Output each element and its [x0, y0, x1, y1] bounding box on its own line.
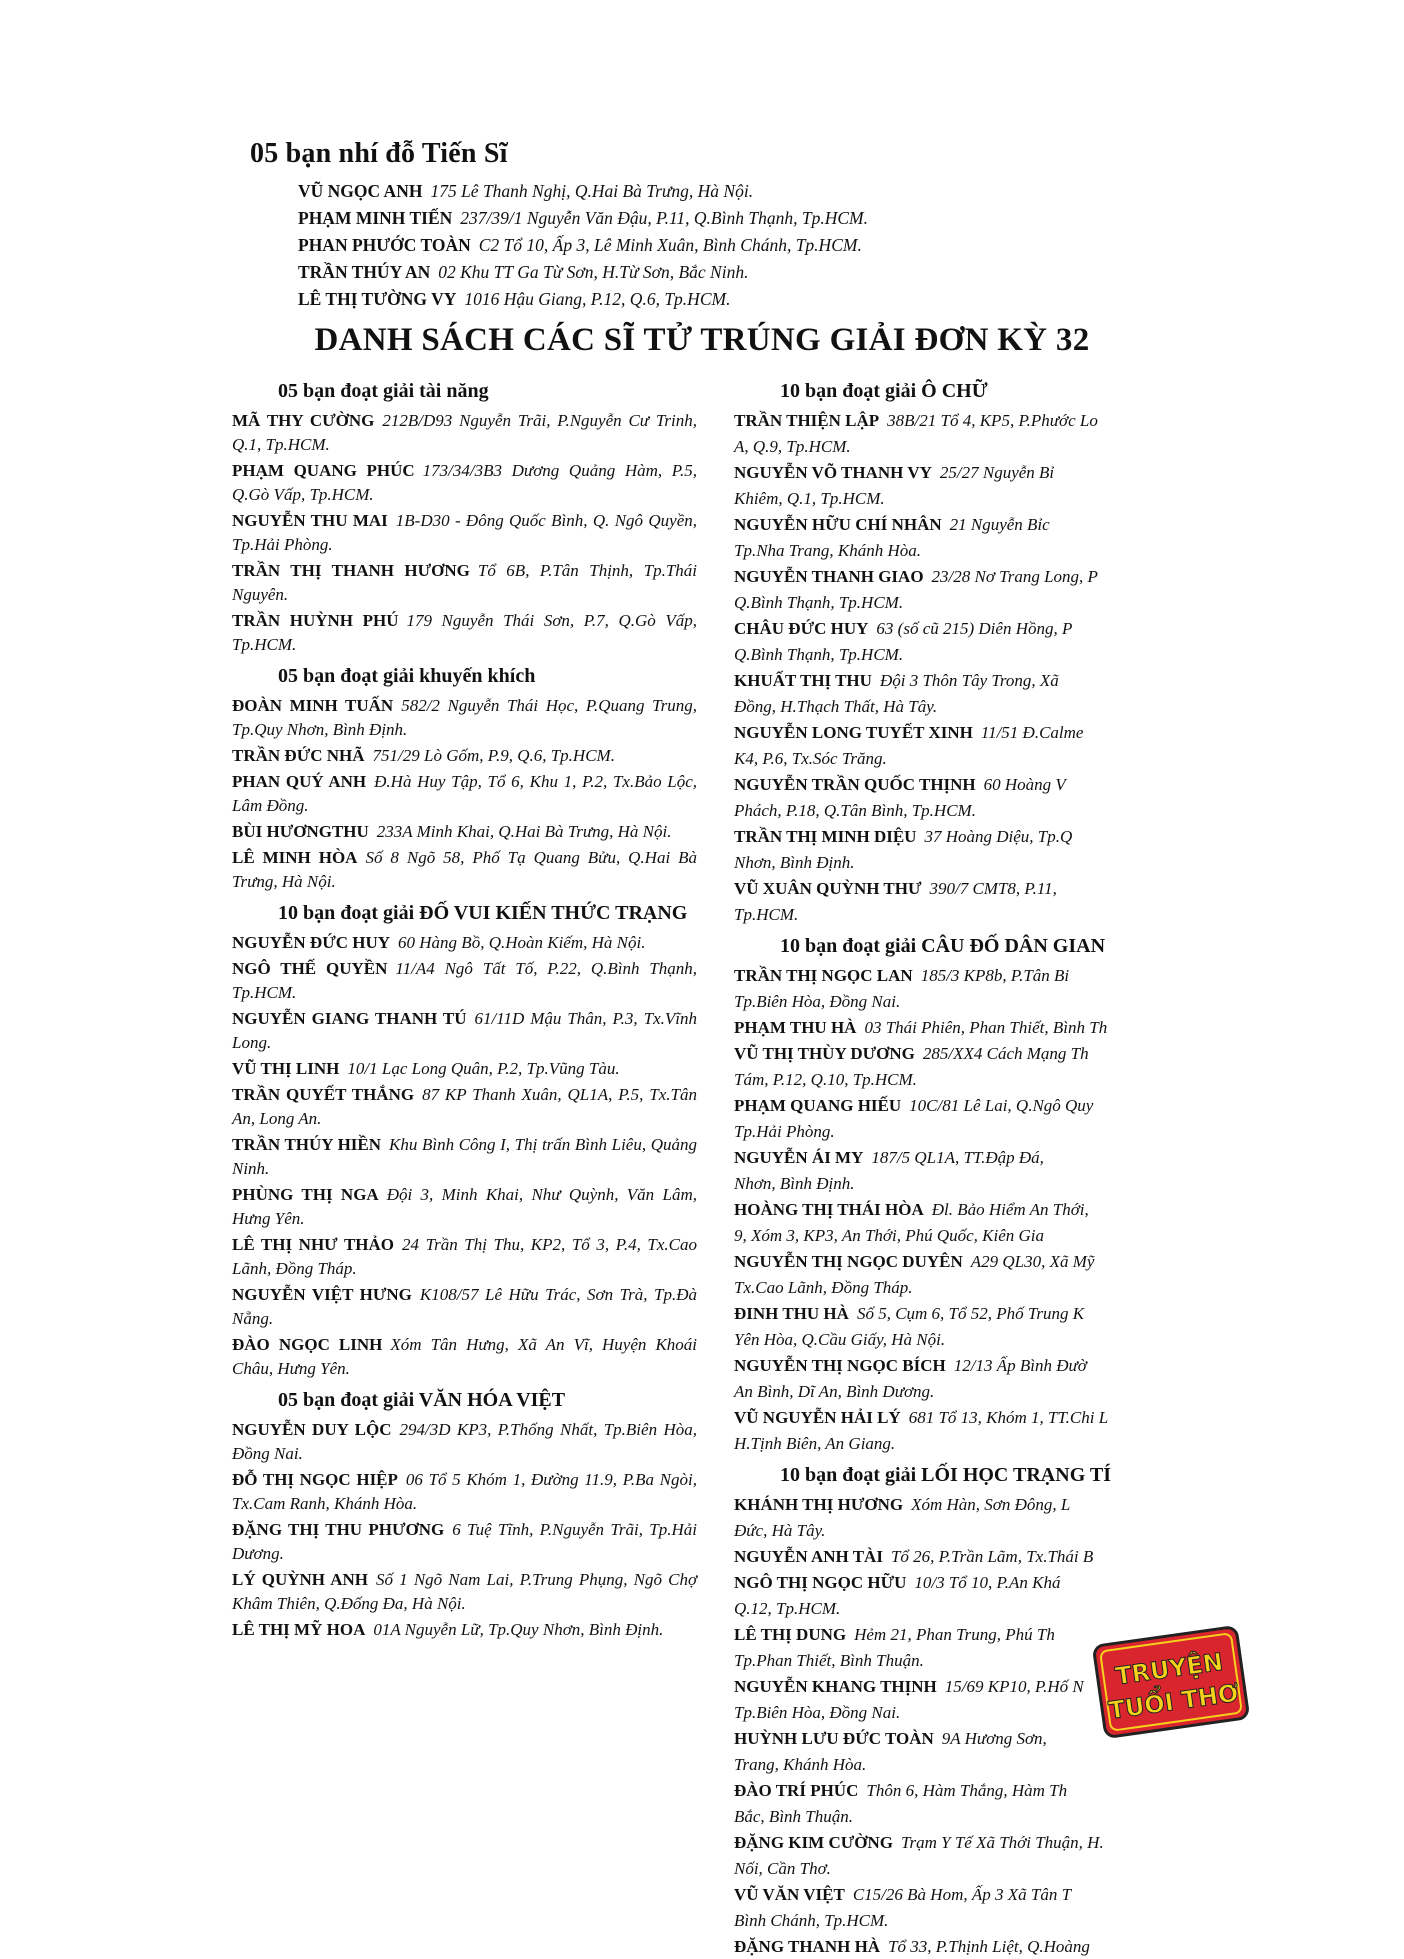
winner-address: 61/11D Mậu Thân, P.3, Tx.Vĩnh Long.: [232, 1009, 697, 1052]
winner-entry: [232, 1007, 697, 1055]
winner-name: TRẦN ĐỨC NHÃ: [232, 746, 365, 765]
winner-address: C15/26 Bà Hom, Ấp 3 Xã Tân T: [852, 1885, 1072, 1904]
winner-name: PHẠM QUANG HIẾU: [734, 1096, 902, 1115]
winner-entry: [232, 609, 697, 657]
winner-entry: [734, 1380, 1166, 1404]
winner-name: VŨ VĂN VIỆT: [734, 1885, 845, 1904]
winner-name: VŨ THỊ THÙY DƯƠNG: [734, 1044, 915, 1063]
prize-group: [232, 665, 697, 894]
winner-address: 01A Nguyễn Lữ, Tp.Quy Nhơn, Bình Định.: [373, 1620, 664, 1639]
winner-name: TRẦN THỊ THANH HƯƠNG: [232, 561, 470, 580]
winner-list: [232, 1418, 697, 1642]
winner-entry: [734, 1545, 1166, 1569]
winner-entry: [734, 1094, 1166, 1118]
winner-list: [734, 964, 1166, 1456]
winner-entry: [232, 459, 697, 507]
winner-entry: [232, 694, 697, 742]
winner-address: Trang, Khánh Hòa.: [734, 1755, 867, 1774]
winner-entry: [734, 643, 1166, 667]
winner-name: NGUYỄN LONG TUYẾT XINH: [734, 723, 973, 742]
winner-name: PHAN QUÝ ANH: [232, 772, 367, 791]
winner-entry: [232, 846, 697, 894]
winner-entry: [734, 799, 1166, 823]
winner-address: Tp.Biên Hòa, Đồng Nai.: [734, 992, 901, 1011]
doctor-winners-section: [250, 138, 1100, 313]
left-column: [232, 380, 697, 1710]
winner-address: Tp.Phan Thiết, Bình Thuận.: [734, 1651, 924, 1670]
winner-entry: [734, 1224, 1166, 1248]
winner-name: VŨ NGUYỄN HẢI LÝ: [734, 1408, 901, 1427]
winner-entry: [232, 744, 697, 768]
winner-address: An Bình, Dĩ An, Bình Dương.: [734, 1382, 935, 1401]
winner-name: NGÔ THẾ QUYỀN: [232, 959, 388, 978]
winner-address: H.Tịnh Biên, An Giang.: [734, 1434, 896, 1453]
winner-address: Tám, P.12, Q.10, Tp.HCM.: [734, 1070, 917, 1089]
winner-entry: [232, 931, 697, 955]
winner-name: TRẦN HUỲNH PHÚ: [232, 611, 399, 630]
winner-address: 285/XX4 Cách Mạng Th: [922, 1044, 1089, 1063]
winner-address: Trạm Y Tế Xã Thới Thuận, H.: [900, 1833, 1104, 1852]
winner-entry: [298, 232, 1100, 259]
winner-address: Nhơn, Bình Định.: [734, 853, 855, 872]
winner-address: 212B/D93 Nguyễn Trãi, P.Nguyễn Cư Trinh, Q.1, Tp.HCM.: [232, 411, 697, 454]
winner-name: HUỲNH LƯU ĐỨC TOÀN: [734, 1729, 934, 1748]
winner-list: [232, 409, 697, 657]
winner-address: 15/69 KP10, P.Hố N: [944, 1677, 1084, 1696]
winner-entry: [734, 1805, 1166, 1829]
winner-name: PHÙNG THỊ NGA: [232, 1185, 379, 1204]
winner-entry: [734, 1016, 1166, 1040]
winner-address: 03 Thái Phiên, Phan Thiết, Bình Th: [864, 1018, 1108, 1037]
winner-name: TRẦN THỊ MINH DIỆU: [734, 827, 917, 846]
winner-name: TRẦN QUYẾT THẮNG: [232, 1085, 415, 1104]
prize-group-heading: 10 bạn đoạt giải LỐI HỌC TRẠNG TÍ: [780, 1464, 1112, 1486]
winner-address: 60 Hàng Bồ, Q.Hoàn Kiếm, Hà Nội.: [398, 933, 646, 952]
winner-entry: [734, 1250, 1166, 1274]
winner-address: Đội 3, Minh Khai, Như Quỳnh, Văn Lâm, Hưng Yên.: [232, 1185, 697, 1228]
winner-entry: [734, 1302, 1166, 1326]
winner-address: K4, P.6, Tx.Sóc Trăng.: [734, 749, 887, 768]
winner-name: BÙI HƯƠNGTHU: [232, 822, 369, 841]
winner-entry: [734, 964, 1166, 988]
winner-address: 06 Tổ 5 Khóm 1, Đường 11.9, P.Ba Ngòi, Tx.Cam Ranh, Khánh Hòa.: [232, 1470, 697, 1513]
winner-entry: [734, 617, 1166, 641]
prize-group-heading: 05 bạn đoạt giải VĂN HÓA VIỆT: [278, 1389, 566, 1411]
winner-name: KHUẤT THỊ THU: [734, 671, 872, 690]
winner-entry: [734, 539, 1166, 563]
winner-entry: [734, 747, 1166, 771]
prize-group-heading: 05 bạn đoạt giải khuyến khích: [278, 665, 536, 687]
right-column: [734, 380, 1166, 1956]
winner-name: NGUYỄN VIỆT HƯNG: [232, 1285, 412, 1304]
winner-address: Khiêm, Q.1, Tp.HCM.: [734, 489, 885, 508]
winner-name: NGUYỄN ANH TÀI: [734, 1547, 883, 1566]
winner-entry: [232, 1468, 697, 1516]
winner-name: MÃ THY CƯỜNG: [232, 411, 375, 430]
winner-address: 1016 Hậu Giang, P.12, Q.6, Tp.HCM.: [464, 289, 731, 309]
winner-address: Khu Bình Công I, Thị trấn Bình Liêu, Quảng Ninh.: [232, 1135, 697, 1178]
winner-name: VŨ XUÂN QUỲNH THƯ: [734, 879, 922, 898]
winner-address: 185/3 KP8b, P.Tân Bi: [920, 966, 1070, 985]
winner-name: ĐOÀN MINH TUẤN: [232, 696, 394, 715]
winner-address: 63 (số cũ 215) Diên Hồng, P: [876, 619, 1073, 638]
winner-name: NGUYỄN THU MAI: [232, 511, 388, 530]
winner-entry: [232, 1057, 697, 1081]
winner-address: Yên Hòa, Q.Cầu Giấy, Hà Nội.: [734, 1330, 946, 1349]
winner-address: Số 5, Cụm 6, Tổ 52, Phố Trung K: [856, 1304, 1085, 1323]
winner-entry: [734, 851, 1166, 875]
winner-address: Xóm Tân Hưng, Xã An Vĩ, Huyện Khoái Châu, Hưng Yên.: [232, 1335, 697, 1378]
winner-address: Nối, Cần Thơ.: [734, 1859, 831, 1878]
winner-entry: [734, 1172, 1166, 1196]
winner-name: CHÂU ĐỨC HUY: [734, 619, 869, 638]
winner-address: Hẻm 21, Phan Trung, Phú Th: [854, 1625, 1055, 1644]
winner-name: TRẦN THÚY HIỀN: [232, 1135, 382, 1154]
winner-name: ĐINH THU HÀ: [734, 1304, 849, 1323]
winner-entry: [734, 1831, 1166, 1855]
winner-name: ĐÀO TRÍ PHÚC: [734, 1781, 859, 1800]
winner-name: TRẦN THIỆN LẬP: [734, 411, 880, 430]
winner-entry: [734, 1406, 1166, 1430]
winner-address: Phách, P.18, Q.Tân Bình, Tp.HCM.: [734, 801, 976, 820]
doctor-winners-list: [298, 178, 1100, 313]
winner-entry: [734, 1146, 1166, 1170]
winner-entry: [232, 1518, 697, 1566]
winner-entry: [734, 1909, 1166, 1933]
winner-name: ĐẶNG THỊ THU PHƯƠNG: [232, 1520, 445, 1539]
winner-entry: [232, 957, 697, 1005]
winner-entry: [734, 721, 1166, 745]
winner-name: NGUYỄN ÁI MY: [734, 1148, 864, 1167]
winner-address: 60 Hoàng V: [983, 775, 1066, 794]
winner-entry: [734, 1935, 1166, 1959]
prize-group: [232, 902, 697, 1381]
winner-entry: [734, 1432, 1166, 1456]
winner-name: TRẦN THỊ NGỌC LAN: [734, 966, 913, 985]
winner-entry: [734, 695, 1166, 719]
winner-entry: [734, 409, 1166, 433]
winner-entry: [232, 1083, 697, 1131]
winner-address: Bình Chánh, Tp.HCM.: [734, 1911, 889, 1930]
winner-name: NGUYỄN KHANG THỊNH: [734, 1677, 937, 1696]
winner-entry: [734, 1120, 1166, 1144]
winner-address: 179 Nguyễn Thái Sơn, P.7, Q.Gò Vấp, Tp.HCM.: [232, 611, 697, 654]
winner-list: [734, 409, 1166, 927]
winner-address: 38B/21 Tổ 4, KP5, P.Phước Lo: [887, 411, 1098, 430]
winner-entry: [232, 1283, 697, 1331]
winner-name: NGÔ THỊ NGỌC HỮU: [734, 1573, 907, 1592]
winner-address: Đl. Bảo Hiểm An Thới,: [931, 1200, 1089, 1219]
truyen-tuoi-tho-logo: [1089, 1622, 1253, 1742]
winner-entry: [734, 773, 1166, 797]
winner-name: VŨ NGỌC ANH: [298, 181, 423, 201]
winner-name: PHẠM MINH TIẾN: [298, 208, 453, 228]
winner-name: TRẦN THÚY AN: [298, 262, 431, 282]
winner-entry: [232, 1133, 697, 1181]
winner-address: Q.12, Tp.HCM.: [734, 1599, 841, 1618]
winner-address: 10/1 Lạc Long Quân, P.2, Tp.Vũng Tàu.: [347, 1059, 620, 1078]
winner-entry: [734, 1042, 1166, 1066]
winner-address: 187/5 QL1A, TT.Đập Đá,: [871, 1148, 1044, 1167]
winner-address: Tp.Nha Trang, Khánh Hòa.: [734, 541, 922, 560]
winner-entry: [734, 1597, 1166, 1621]
winner-address: 582/2 Nguyễn Thái Học, P.Quang Trung, Tp.Quy Nhơn, Bình Định.: [232, 696, 697, 739]
winner-entry: [734, 669, 1166, 693]
winner-entry: [232, 1618, 697, 1642]
winner-entry: [298, 205, 1100, 232]
winner-address: 681 Tổ 13, Khóm 1, TT.Chi L: [908, 1408, 1109, 1427]
winner-name: PHẠM QUANG PHÚC: [232, 461, 415, 480]
winner-address: 10C/81 Lê Lai, Q.Ngô Quy: [909, 1096, 1094, 1115]
winner-address: 9A Hương Sơn,: [941, 1729, 1047, 1748]
logo-line1: TRUYỆN: [1113, 1647, 1225, 1691]
winner-address: A29 QL30, Xã Mỹ: [970, 1252, 1095, 1271]
winner-entry: [734, 435, 1166, 459]
doctor-winners-heading: 05 bạn nhí đỗ Tiến Sĩ: [250, 138, 508, 169]
winner-name: ĐẶNG THANH HÀ: [734, 1937, 881, 1956]
winner-entry: [734, 990, 1166, 1014]
winner-name: NGUYỄN THỊ NGỌC DUYÊN: [734, 1252, 963, 1271]
winner-entry: [232, 1333, 697, 1381]
winner-entry: [734, 877, 1166, 901]
winner-name: ĐÀO NGỌC LINH: [232, 1335, 383, 1354]
winner-address: Q.Bình Thạnh, Tp.HCM.: [734, 593, 904, 612]
winner-address: Số 8 Ngõ 58, Phố Tạ Quang Bửu, Q.Hai Bà Trưng, Hà Nội.: [232, 848, 698, 891]
prize-group-heading: 05 bạn đoạt giải tài năng: [278, 380, 489, 402]
winner-address: 37 Hoàng Diệu, Tp.Q: [924, 827, 1073, 846]
prize-group: [734, 380, 1166, 927]
page-title: DANH SÁCH CÁC SĨ TỬ TRÚNG GIẢI ĐƠN KỲ 32: [314, 322, 1090, 358]
winner-entry: [232, 820, 697, 844]
winner-address: Q.Bình Thạnh, Tp.HCM.: [734, 645, 904, 664]
winner-entry: [734, 1276, 1166, 1300]
winner-address: Số 1 Ngõ Nam Lai, P.Trung Phụng, Ngõ Chợ Khâm Thiên, Q.Đống Đa, Hà Nội.: [232, 1570, 698, 1613]
winner-name: NGUYỄN TRẦN QUỐC THỊNH: [734, 775, 976, 794]
winner-address: Đồng, H.Thạch Thất, Hà Tây.: [734, 697, 938, 716]
winner-address: 173/34/3B3 Dương Quảng Hàm, P.5, Q.Gò Vấp, Tp.HCM.: [232, 461, 697, 504]
winner-name: HOÀNG THỊ THÁI HÒA: [734, 1200, 924, 1219]
winner-entry: [734, 1753, 1166, 1777]
winner-address: 87 KP Thanh Xuân, QL1A, P.5, Tx.Tân An, Long An.: [232, 1085, 697, 1128]
winner-entry: [298, 286, 1100, 313]
winner-name: LÊ THỊ DUNG: [734, 1625, 847, 1644]
winner-name: KHÁNH THỊ HƯƠNG: [734, 1495, 904, 1514]
winner-name: LÊ MINH HÒA: [232, 848, 358, 867]
winner-name: NGUYỄN VÕ THANH VY: [734, 463, 932, 482]
winner-entry: [734, 1198, 1166, 1222]
winner-name: VŨ THỊ LINH: [232, 1059, 340, 1078]
winner-address: Tx.Cao Lãnh, Đồng Tháp.: [734, 1278, 913, 1297]
winner-name: NGUYỄN THỊ NGỌC BÍCH: [734, 1356, 946, 1375]
winner-address: 9, Xóm 3, KP3, An Thới, Phú Quốc, Kiên Gia: [734, 1226, 1045, 1245]
winner-address: 21 Nguyễn Bỉc: [949, 515, 1050, 534]
logo-line2: TUỔI THƠ: [1106, 1678, 1241, 1725]
winner-entry: [734, 1328, 1166, 1352]
winner-entry: [232, 1183, 697, 1231]
winner-address: 751/29 Lò Gốm, P.9, Q.6, Tp.HCM.: [372, 746, 615, 765]
winner-address: 24 Trần Thị Thu, KP2, Tổ 3, P.4, Tx.Cao Lãnh, Đồng Tháp.: [232, 1235, 697, 1278]
winner-address: 12/13 Ấp Bình Đườ: [953, 1356, 1087, 1375]
winner-address: Tp.Hải Phòng.: [734, 1122, 835, 1141]
winner-entry: [734, 1068, 1166, 1092]
winner-address: Thôn 6, Hàm Thắng, Hàm Th: [866, 1781, 1068, 1800]
winner-entry: [734, 1493, 1166, 1517]
winner-name: ĐẶNG KIM CƯỜNG: [734, 1833, 893, 1852]
winner-name: NGUYỄN ĐỨC HUY: [232, 933, 391, 952]
winner-name: LÝ QUỲNH ANH: [232, 1570, 369, 1589]
prize-group: [232, 380, 697, 657]
winner-address: Tổ 26, P.Trần Lãm, Tx.Thái B: [890, 1547, 1094, 1566]
winner-entry: [232, 1568, 697, 1616]
winner-address: 1B-D30 - Đông Quốc Bình, Q. Ngô Quyền, Tp.Hải Phòng.: [232, 511, 697, 554]
winner-address: Đ.Hà Huy Tập, Tổ 6, Khu 1, P.2, Tx.Bảo Lộc, Lâm Đồng.: [232, 772, 698, 815]
winner-address: 10/3 Tổ 10, P.An Khá: [914, 1573, 1061, 1592]
winner-name: ĐỖ THỊ NGỌC HIỆP: [232, 1470, 398, 1489]
winner-name: NGUYỄN GIANG THANH TÚ: [232, 1009, 467, 1028]
winner-name: LÊ THỊ TƯỜNG VY: [298, 289, 457, 309]
winner-entry: [734, 1779, 1166, 1803]
winner-entry: [232, 409, 697, 457]
winner-address: Đức, Hà Tây.: [734, 1521, 826, 1540]
winner-name: LÊ THỊ NHƯ THẢO: [232, 1235, 395, 1254]
winner-address: 11/A4 Ngô Tất Tố, P.22, Q.Bình Thạnh, Tp.HCM.: [232, 959, 697, 1002]
winner-address: Tp.HCM.: [734, 905, 799, 924]
winner-name: NGUYỄN DUY LỘC: [232, 1420, 392, 1439]
winner-name: PHẠM THU HÀ: [734, 1018, 857, 1037]
winner-entry: [298, 259, 1100, 286]
prize-group: [734, 935, 1166, 1456]
winner-entry: [734, 461, 1166, 485]
winner-entry: [734, 903, 1166, 927]
winner-entry: [298, 178, 1100, 205]
winner-address: 294/3D KP3, P.Thống Nhất, Tp.Biên Hòa, Đồng Nai.: [232, 1420, 697, 1463]
winner-address: Xóm Hàn, Sơn Đông, L: [911, 1495, 1071, 1514]
winner-name: NGUYỄN THANH GIAO: [734, 567, 924, 586]
winner-address: Đội 3 Thôn Tây Trong, Xã: [879, 671, 1059, 690]
winner-address: C2 Tổ 10, Ấp 3, Lê Minh Xuân, Bình Chánh, Tp.HCM.: [478, 235, 862, 255]
winner-entry: [734, 1354, 1166, 1378]
prize-group-heading: 10 bạn đoạt giải CÂU ĐỐ DÂN GIAN: [780, 935, 1106, 957]
winner-list: [232, 931, 697, 1381]
winner-address: 25/27 Nguyễn Bỉ: [939, 463, 1055, 482]
winner-entry: [734, 825, 1166, 849]
winner-address: 175 Lê Thanh Nghị, Q.Hai Bà Trưng, Hà Nội.: [430, 181, 754, 201]
winner-entry: [734, 1571, 1166, 1595]
prize-group-heading: 10 bạn đoạt giải Ô CHỮ: [780, 380, 988, 402]
winner-entry: [232, 1418, 697, 1466]
winner-address: 02 Khu TT Ga Từ Sơn, H.Từ Sơn, Bắc Ninh.: [438, 262, 749, 282]
winner-address: Tổ 6B, P.Tân Thịnh, Tp.Thái Nguyên.: [232, 561, 697, 604]
winner-entry: [734, 591, 1166, 615]
winner-entry: [232, 1233, 697, 1281]
winner-entry: [734, 513, 1166, 537]
winner-address: Tp.Biên Hòa, Đồng Nai.: [734, 1703, 901, 1722]
winner-entry: [734, 1519, 1166, 1543]
winner-entry: [232, 509, 697, 557]
winner-name: LÊ THỊ MỸ HOA: [232, 1620, 366, 1639]
winner-address: 6 Tuệ Tĩnh, P.Nguyễn Trãi, Tp.Hải Dương.: [232, 1520, 697, 1563]
winner-address: 23/28 Nơ Trang Long, P: [931, 567, 1098, 586]
prize-group-heading: 10 bạn đoạt giải ĐỐ VUI KIẾN THỨC TRẠNG: [278, 902, 688, 924]
winner-address: 237/39/1 Nguyễn Văn Đậu, P.11, Q.Bình Thạnh, Tp.HCM.: [460, 208, 868, 228]
winner-name: NGUYỄN HỮU CHÍ NHÂN: [734, 515, 942, 534]
winner-name: PHAN PHƯỚC TOÀN: [298, 235, 471, 255]
winner-entry: [734, 565, 1166, 589]
winner-entry: [232, 770, 697, 818]
winner-address: A, Q.9, Tp.HCM.: [734, 437, 851, 456]
winner-address: 11/51 Đ.Calme: [980, 723, 1084, 742]
winner-entry: [232, 559, 697, 607]
winner-address: 390/7 CMT8, P.11,: [929, 879, 1057, 898]
winner-entry: [734, 487, 1166, 511]
winner-address: Nhơn, Bình Định.: [734, 1174, 855, 1193]
winner-list: [232, 694, 697, 894]
winner-address: Tổ 33, P.Thịnh Liệt, Q.Hoàng: [888, 1937, 1090, 1956]
winner-address: K108/57 Lê Hữu Trác, Sơn Trà, Tp.Đà Nẵng.: [232, 1285, 697, 1328]
winner-entry: [734, 1883, 1166, 1907]
winner-entry: [734, 1857, 1166, 1881]
winner-address: 233A Minh Khai, Q.Hai Bà Trưng, Hà Nội.: [376, 822, 672, 841]
winner-address: Bắc, Bình Thuận.: [734, 1807, 853, 1826]
prize-group: [232, 1389, 697, 1642]
